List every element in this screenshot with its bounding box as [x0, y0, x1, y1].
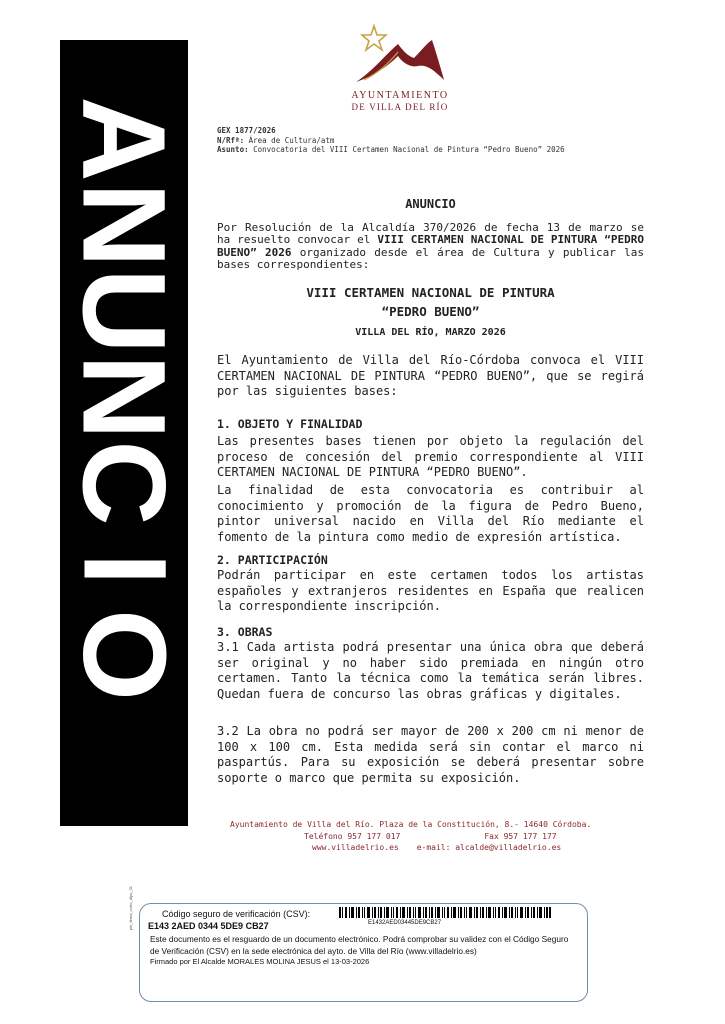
certamen-title: VIII CERTAMEN NACIONAL DE PINTURA: [306, 285, 555, 300]
town-hall-logo: [330, 22, 470, 118]
asunto-label: Asunto:: [217, 145, 249, 154]
barcode-number: E1432AED03445DE9CB27: [368, 920, 442, 926]
footer-email[interactable]: e-mail: alcalde@villadelrio.es: [416, 843, 562, 852]
intro-bold: VIII CERTAMEN NACIONAL DE PINTURA “PEDRO BUENO” 2026: [217, 233, 644, 259]
banner-letter: N: [58, 182, 190, 268]
nrf-value: Área de Cultura/atm: [244, 135, 335, 145]
section-3-title: 3. OBRAS: [217, 625, 273, 639]
banner-letter: A: [58, 96, 190, 182]
banner-letter: C: [58, 440, 190, 526]
section-3-paragraph-1: 3.1 Cada artista podrá presentar una única obra que deberá ser original y no haber sido premiada en ningún otro certamen. Tanto la técnica como la temática serán libres. Quedan fuera de concurso las obras gráficas y digitales.: [217, 640, 644, 701]
certamen-date: VILLA DEL RÍO, MARZO 2026: [355, 327, 506, 338]
intro-text-end: organizado desde el área de Cultura y publicar las bases correspondientes:: [217, 245, 644, 271]
banner-letter: O: [57, 609, 190, 701]
banner-letter: U: [58, 268, 190, 354]
footer-phone: Teléfono 957 177 017: [304, 831, 401, 841]
banner-letters: [57, 96, 190, 701]
side-note: pie_firma_corto_dipu_01: [128, 885, 133, 930]
csv-description: Este documento es el resguardo de un documento electrónico. Podrá comprobar su validez con el Código Seguro de Verificación (CSV) en la sede electrónica del ayto. de Villa del Río (www.villadelrio.es): [150, 934, 569, 956]
footer-address-line: Ayuntamiento de Villa del Río. Plaza de la Constitución, 8.- 14640 Córdoba.: [230, 820, 592, 829]
banner-letter: I: [57, 552, 190, 586]
reference-block: [217, 126, 565, 155]
star-mountain-emblem-icon: [354, 22, 446, 88]
signature-line: Firmado por El Alcalde MORALES MOLINA JESUS el 13-03-2026: [150, 957, 370, 966]
page-title: ANUNCIO: [405, 197, 456, 211]
section-2-paragraph: Podrán participar en este certamen todos los artistas españoles y extranjeros residentes en España que realicen la correspondiente inscripción.: [217, 568, 644, 613]
csv-verification-box: [139, 903, 588, 1002]
intro-paragraph: [217, 222, 644, 271]
asunto-value: Convocatoria del VIII Certamen Nacional de Pintura “Pedro Bueno” 2026: [248, 145, 565, 154]
section-1-paragraph-1: Las presentes bases tienen por objeto la regulación del proceso de concesión del premio correspondiente al VIII CERTAMEN NACIONAL DE PINTURA “PEDRO BUENO”.: [217, 434, 644, 479]
section-1-paragraph-2: La finalidad de esta convocatoria es contribuir al conocimiento y promoción de la figura de Pedro Bueno, pintor universal nacido en Villa del Río mediante el fomento de la pintura como medio de expresión artística.: [217, 483, 644, 544]
anuncio-side-banner: [57, 40, 190, 826]
logo-title: AYUNTAMIENTO: [351, 90, 449, 101]
banner-letter: N: [58, 354, 190, 440]
certamen-subtitle: “PEDRO BUENO”: [381, 304, 480, 319]
gex-number: GEX 1877/2026: [217, 126, 276, 135]
footer-address: [230, 819, 630, 854]
nrf-label: N/Rfª:: [217, 135, 245, 145]
section-1-title: 1. OBJETO Y FINALIDAD: [217, 417, 363, 431]
section-2-title: 2. PARTICIPACIÓN: [217, 553, 328, 567]
csv-code: E143 2AED 0344 5DE9 CB27: [148, 921, 269, 931]
intro-text: Por Resolución de la Alcaldía 370/2026 de fecha 13 de marzo se ha resuelto convocar el: [217, 221, 644, 247]
convoca-paragraph: El Ayuntamiento de Villa del Río-Córdoba convoca el VIII CERTAMEN NACIONAL DE PINTURA “PEDRO BUENO”, que se regirá por las siguientes bases:: [217, 353, 644, 398]
section-3-paragraph-2: 3.2 La obra no podrá ser mayor de 200 x 200 cm ni menor de 100 x 100 cm. Esta medida será sin contar el marco ni paspartús. Para su exposición se deberá presentar sobre soporte o marco que permita su exposición.: [217, 724, 644, 785]
footer-fax: Fax 957 177 177: [484, 831, 557, 841]
barcode-icon: [339, 907, 551, 918]
logo-subtitle: DE VILLA DEL RÍO: [351, 102, 449, 112]
footer-web[interactable]: www.villadelrio.es: [312, 843, 399, 852]
csv-label: Código seguro de verificación (CSV):: [162, 909, 311, 919]
